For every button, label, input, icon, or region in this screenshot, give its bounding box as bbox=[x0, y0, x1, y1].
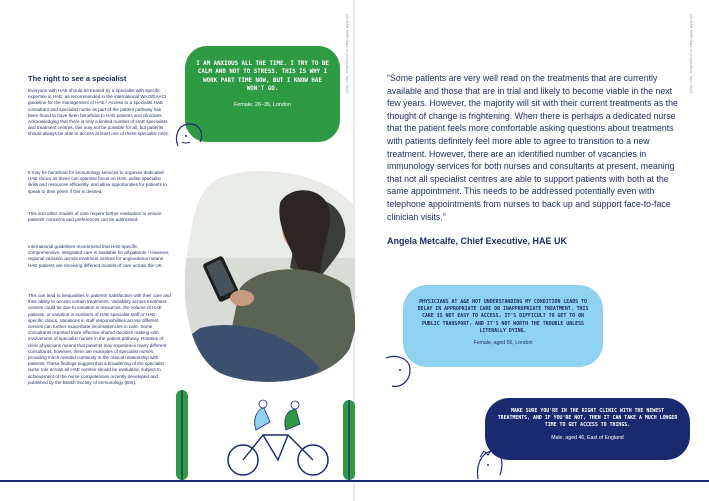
woman-with-phone-photo bbox=[180, 168, 368, 386]
patient-quote-bubble bbox=[485, 398, 690, 460]
illustrated-face-icon bbox=[380, 352, 416, 392]
illustrated-face-icon bbox=[472, 445, 508, 481]
quote-attribution: Female, aged 56, London bbox=[473, 340, 533, 347]
patient-quote-bubble bbox=[403, 285, 603, 367]
paragraph: Everyone with HAE should be treated by a specialist with specific expertise in HAE, as recommended in the international WAO/EAACI guideline for the management of HAE.¹ Access to a specialist HAE consultant and specialist nurse as part of the patient pathway has been found to have been beneficial to HAE patients and clinicians. Acknowledging that there is only a limited number of HAE specialists and treatment centres, this may not be possible for all, but patients should always be able to access at least one of these specialist roles. bbox=[28, 88, 170, 137]
section-heading: The right to see a specialist bbox=[28, 74, 127, 83]
patient-quote: MAKE SURE YOU'RE IN THE RIGHT CLINIC WITH THE NEWEST TREATMENTS, AND IF YOU'RE NOT, THEN IT CAN TAKE A MUCH LONGER TIME TO GET ACCESS TO THINGS. bbox=[497, 408, 678, 429]
quote-attribution: Male, aged 46, East of England bbox=[551, 434, 624, 441]
illustrated-face-icon bbox=[172, 116, 212, 152]
patient-quote: I AM ANXIOUS ALL THE TIME. I TRY TO BE CALM AND NOT TO STRESS. THIS IS WHY I WORK PART TIME NOW, BUT I KNOW HAE WON'T GO. bbox=[196, 61, 329, 93]
patient-quote: PHYSICIANS AT A&E NOT UNDERSTANDING MY CONDITION LEADS TO DELAY IN APPROPRIATE CARE OR INAPPROPRIATE TREATMENT. THIS CARE IS NOT EASY TO ACCESS, IT'S DIFFICULT TO GET TO ON PUBLIC TRANSPORT, AND IT'S NOT WORTH THE TROUBLE UNLESS LITERALLY DYING. bbox=[417, 299, 589, 334]
paragraph: This and other models of care require further evaluation to ensure patients' concerns and preferences can be addressed. bbox=[28, 211, 162, 223]
ground-line bbox=[0, 480, 709, 482]
paragraph: It may be beneficial for immunology services to organise dedicated HAE clinics as these can optimise focus on HAE, utilise specialist skills and resources efficiently, and allow opportunities for patients to speak to their peers if this is desired. bbox=[28, 170, 167, 194]
tandem-bicycle-illustration bbox=[168, 360, 378, 485]
paragraph: This can lead to inequalities in patients' satisfaction with their care and their ability to access certain treatments. Variability across treatment centres could be due to variation in resources, the volume of HAE patients, or variation in numbers of HAE specialist staff or HAE-specific clinics. Variations in staff responsibilities across different centres can further exacerbate inconsistencies in care. Some consultants reported more effective shared decision making with involvement of specialist nurses in the patient pathway. Rotation of clinic physicians means that patients may experience many different consultants; however, there are examples of specialist nurses providing much needed continuity in the clinical relationship with patients. These findings suggest that a broadening of the specialist nurse role across all HAE centres should be evaluated, subject to achievement of the nurse competencies recently developed and published by the British Society of Immunology (BSI). bbox=[28, 293, 171, 385]
quote-author: Angela Metcalfe, Chief Executive, HAE UK bbox=[387, 236, 568, 246]
paragraph: International guidelines recommend that HAE-specific, comprehensive, integrated care is available for all patients.¹ However, regional variation across treatment centres for angioedema means HAE patients are receiving different models of care across the UK. bbox=[28, 244, 170, 268]
quote-attribution: Female, 26–35, London bbox=[234, 101, 291, 108]
document-code: UK-HAE-0080 Date of preparation: April 2024 bbox=[345, 14, 349, 94]
document-code: UK-HAE-0080 Date of preparation: April 2024 bbox=[689, 14, 693, 94]
pull-quote: “Some patients are very well read on the treatments that are currently available and those that are in trial and likely to become viable in the next few years. However, the majority will sit with their current treatments as the thought of change is frightening. When there is perhaps a dedicated nurse that the patient feels more comfortable asking questions about treatments with patients definitely feel more able to agree to transition to a new treatment. However, there are an identified number of vacancies in immunology services for both nurses and consultants at present, meaning that not all specialist centres are able to support patients with both at the same appointment. This needs to be addressed potentially even with telephone appointments from nurses to back up and support face-to-face clinician visits.” bbox=[387, 73, 678, 222]
